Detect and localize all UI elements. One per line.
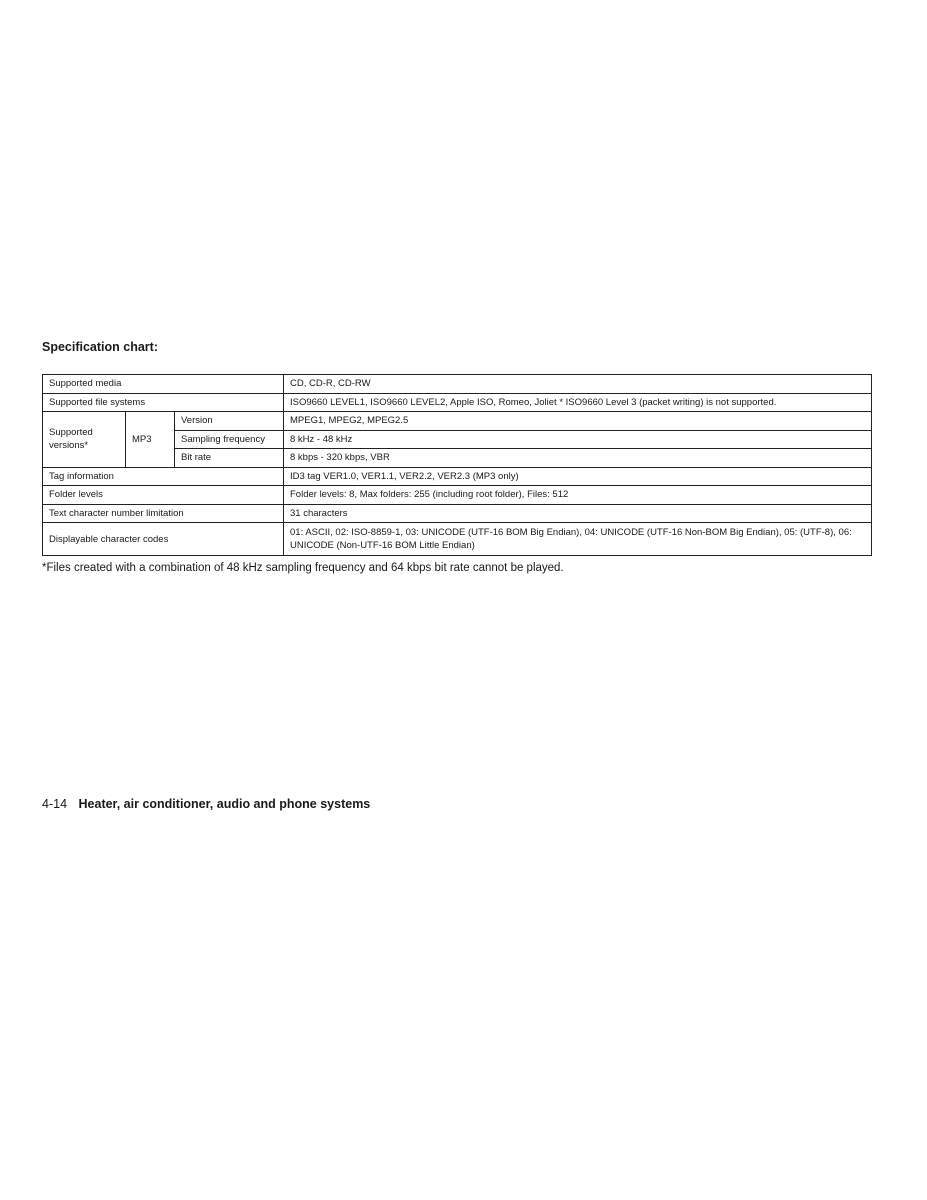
tag-information-value: ID3 tag VER1.0, VER1.1, VER2.2, VER2.3 (MP3 only) [284,467,872,486]
version-value: MPEG1, MPEG2, MPEG2.5 [284,412,872,431]
table-row [43,486,872,505]
text-character-limit-label: Text character number limitation [43,504,284,523]
table-row [43,523,872,556]
sampling-frequency-value: 8 kHz - 48 kHz [284,430,872,449]
bit-rate-value: 8 kbps - 320 kbps, VBR [284,449,872,468]
supported-media-value: CD, CD-R, CD-RW [284,375,872,394]
tag-information-label: Tag information [43,467,284,486]
text-character-limit-value: 31 characters [284,504,872,523]
supported-file-systems-value: ISO9660 LEVEL1, ISO9660 LEVEL2, Apple ISO, Romeo, Joliet * ISO9660 Level 3 (packet writing) is not supported. [284,393,872,412]
supported-file-systems-label: Supported file systems [43,393,284,412]
section-heading: Specification chart: [42,340,158,354]
specification-table [42,374,872,556]
table-row [43,504,872,523]
sampling-frequency-label: Sampling frequency [175,430,284,449]
version-label: Version [175,412,284,431]
folder-levels-value: Folder levels: 8, Max folders: 255 (including root folder), Files: 512 [284,486,872,505]
page-footer [42,797,370,811]
table-row [43,467,872,486]
supported-versions-label: Supported versions* [43,412,126,468]
displayable-codes-label: Displayable character codes [43,523,284,556]
table-row [43,375,872,394]
displayable-codes-value: 01: ASCII, 02: ISO-8859-1, 03: UNICODE (UTF-16 BOM Big Endian), 04: UNICODE (UTF-16 Non-BOM Big Endian), 05: (UTF-8), 06: UNICODE (Non-UTF-16 BOM Little Endian) [284,523,872,556]
bit-rate-label: Bit rate [175,449,284,468]
page-number: 4-14 [42,797,68,811]
supported-media-label: Supported media [43,375,284,394]
table-row [43,412,872,431]
chapter-title: Heater, air conditioner, audio and phone systems [78,797,371,811]
table-row [43,393,872,412]
footnote: *Files created with a combination of 48 kHz sampling frequency and 64 kbps bit rate cannot be played. [42,562,564,574]
format-label: MP3 [126,412,175,468]
folder-levels-label: Folder levels [43,486,284,505]
